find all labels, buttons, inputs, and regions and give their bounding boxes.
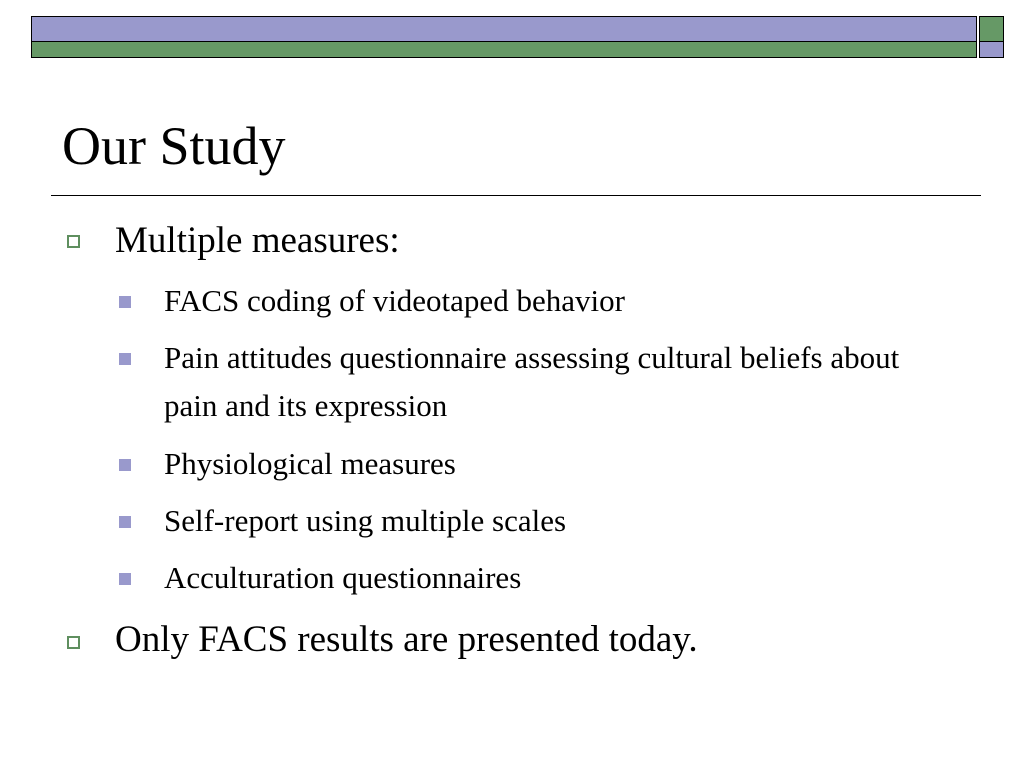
sub-bullet-acculturation: Acculturation questionnaires: [164, 560, 522, 595]
hollow-square-bullet-icon: [67, 636, 80, 649]
square-bullet-icon: [119, 353, 131, 365]
hollow-square-bullet-icon: [67, 235, 80, 248]
square-bullet-icon: [119, 573, 131, 585]
bullet-multiple-measures: Multiple measures:: [115, 220, 400, 261]
sub-bullet-facs-coding: FACS coding of videotaped behavior: [164, 283, 625, 318]
sub-bullet-self-report: Self-report using multiple scales: [164, 503, 567, 538]
square-bullet-icon: [119, 459, 131, 471]
sub-bullet-pain-attitudes: Pain attitudes questionnaire assessing cultural beliefs about pain and its expression: [164, 340, 900, 423]
bullet-facs-results: Only FACS results are presented today.: [115, 619, 698, 660]
slide-title: Our Study: [62, 116, 286, 176]
square-bullet-icon: [119, 296, 131, 308]
sub-bullet-physiological: Physiological measures: [164, 446, 456, 481]
square-bullet-icon: [119, 516, 131, 528]
